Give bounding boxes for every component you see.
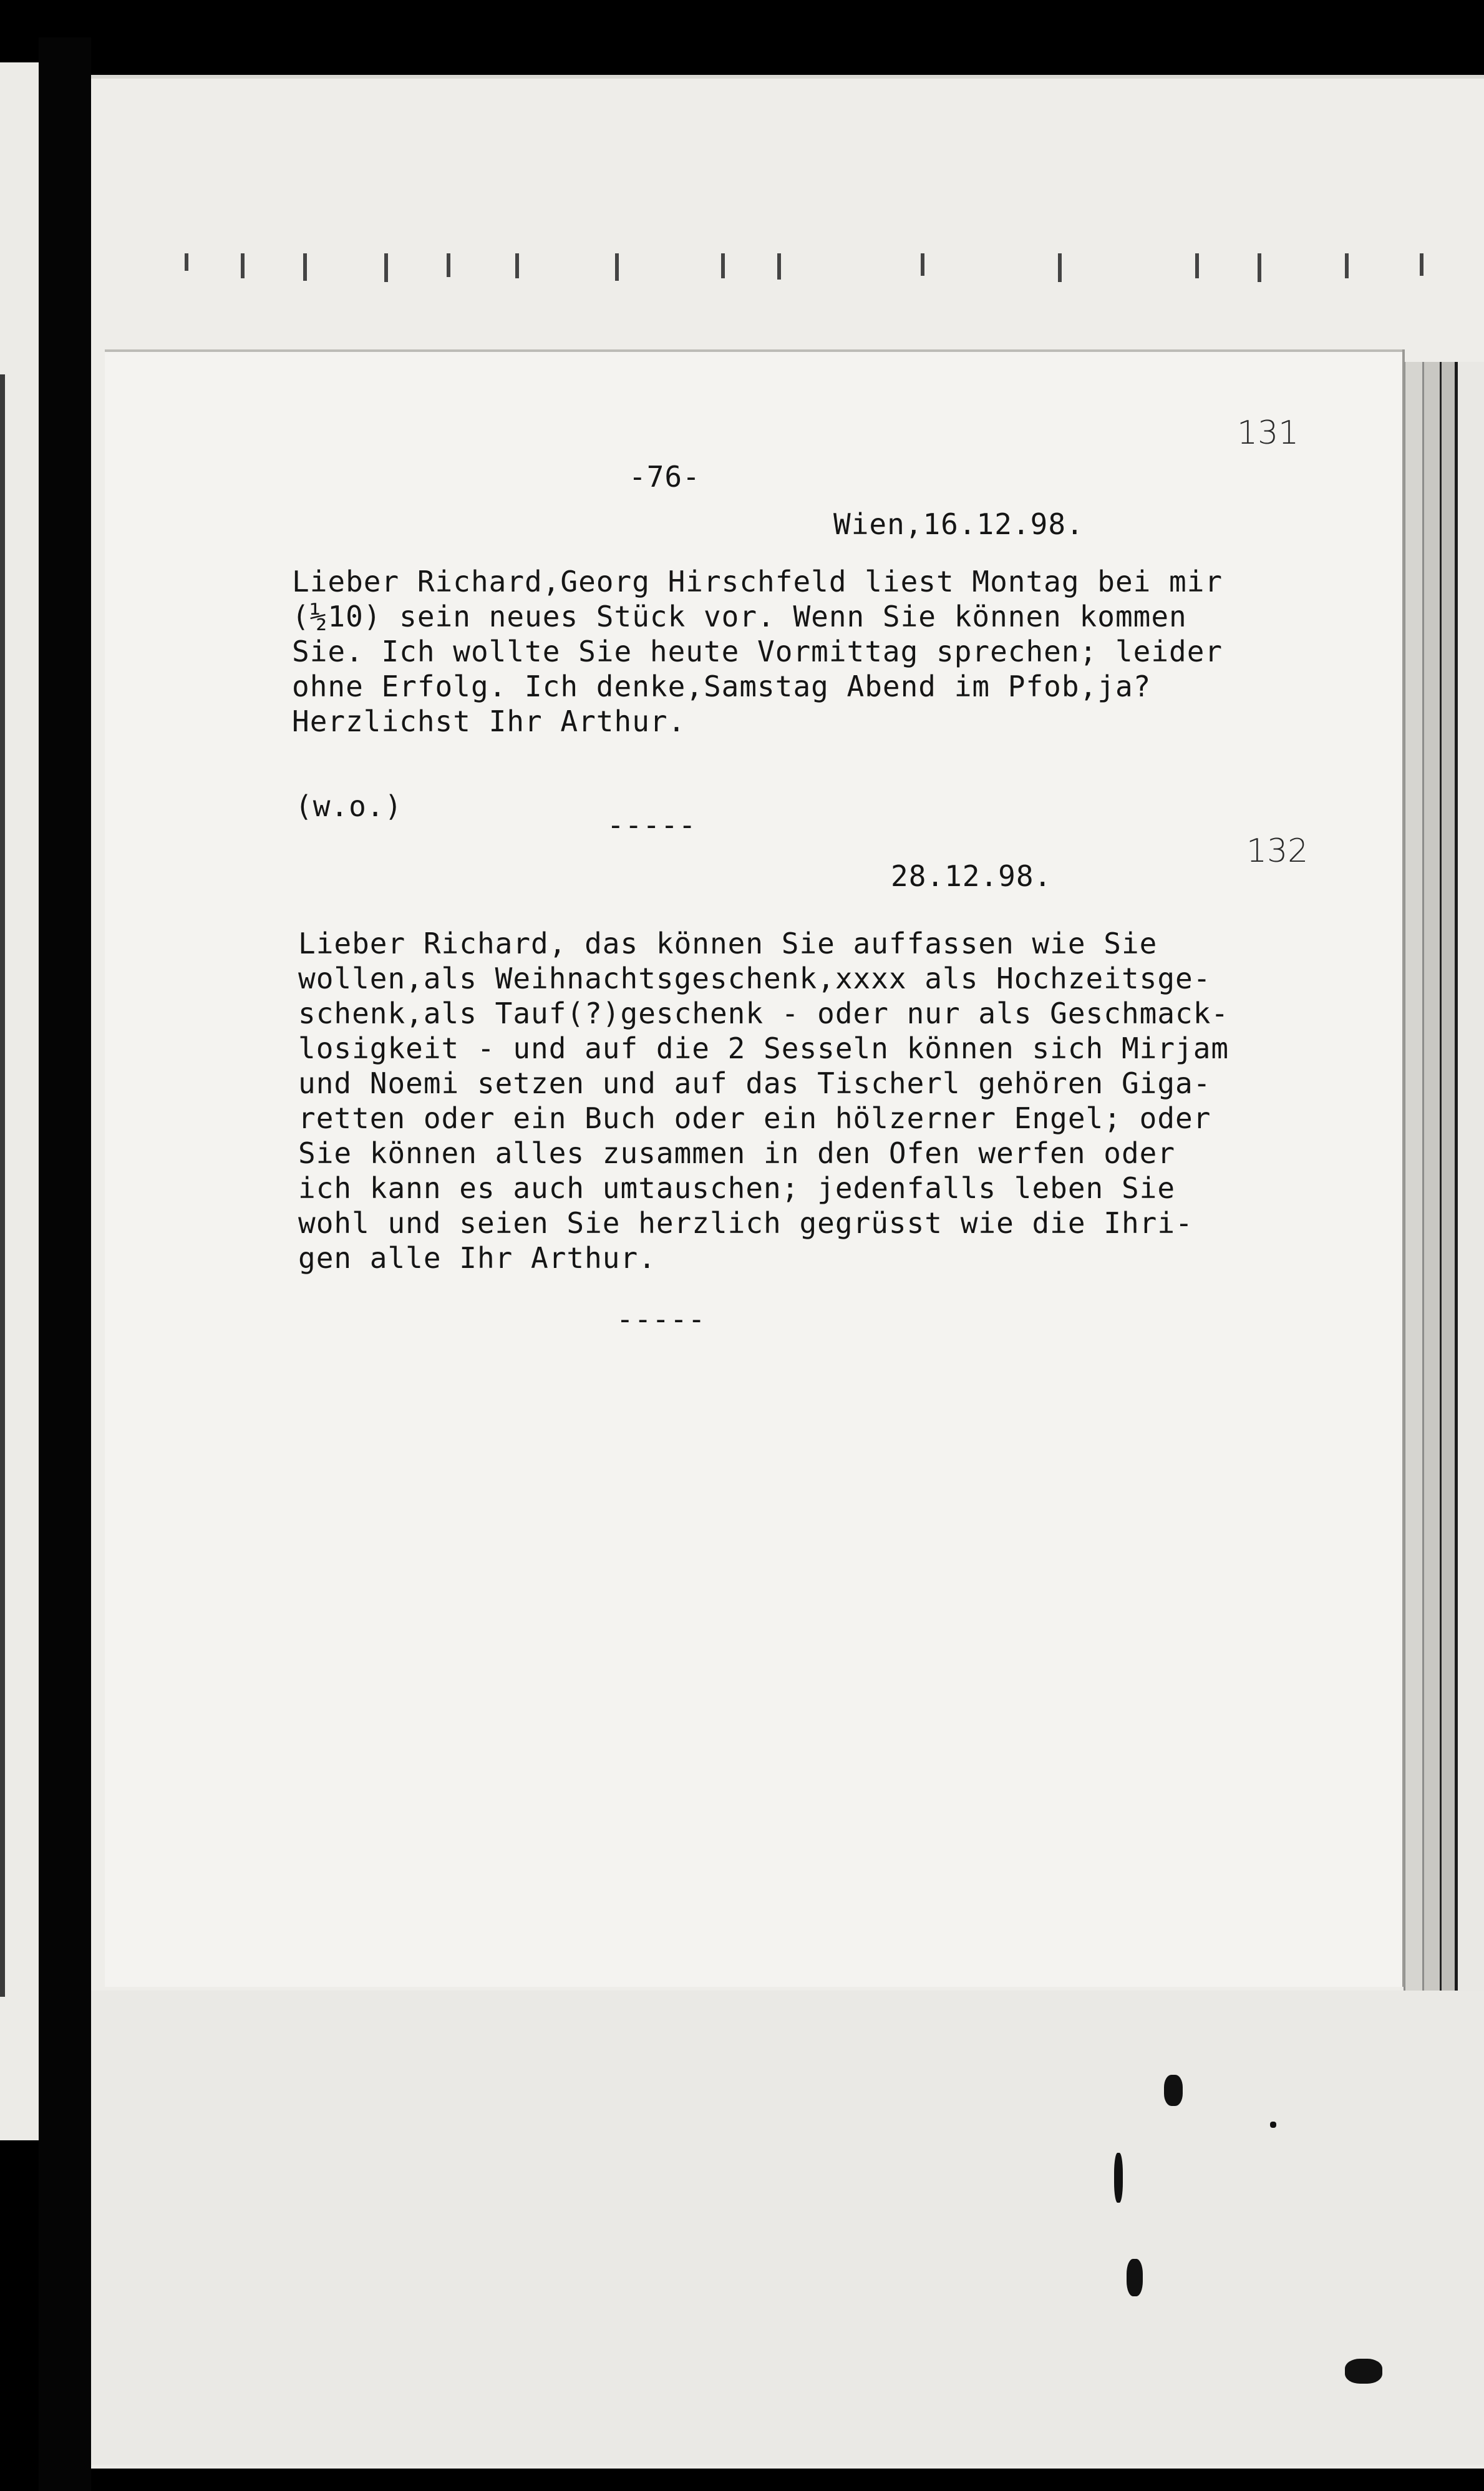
letter1-line: Herzlichst Ihr Arthur. (292, 704, 686, 738)
letter2-line: Sie können alles zusammen in den Ofen werfen oder (298, 1136, 1176, 1170)
letter2-line: retten oder ein Buch oder ein hölzerner Engel; oder (298, 1101, 1211, 1135)
page-edge (1422, 362, 1442, 1997)
letter1-line: Lieber Richard,Georg Hirschfeld liest Montag bei mir (292, 565, 1223, 598)
typewritten-page (105, 349, 1402, 1987)
left-page-edge (0, 62, 39, 2140)
folio-number-132: 132 (1246, 832, 1309, 870)
letter1-note: (w.o.) (295, 789, 403, 823)
letter2-line: wohl und seien Sie herzlich gegrüsst wie die Ihri- (298, 1206, 1193, 1240)
page-number: -76- (629, 460, 701, 494)
folio-number-131: 131 (1237, 414, 1299, 452)
back-page-typewriter-marks (185, 172, 1432, 285)
letter2-line: wollen,als Weihnachtsgeschenk,xxxx als Hochzeitsge- (298, 962, 1211, 995)
letter2-line: schenk,als Tauf(?)geschenk - oder nur als Geschmack- (298, 997, 1229, 1030)
letter1-line: (½10) sein neues Stück vor. Wenn Sie können kommen (292, 600, 1187, 633)
letter2-line: ich kann es auch umtauschen; jedenfalls leben Sie (298, 1171, 1176, 1205)
letter1-dateline: Wien,16.12.98. (833, 507, 1084, 541)
letter2-line: losigkeit - und auf die 2 Sesseln können sich Mirjam (298, 1031, 1229, 1065)
separator: ----- (616, 1302, 706, 1336)
letter2-line: gen alle Ihr Arthur. (298, 1241, 656, 1275)
page-edge (1455, 362, 1484, 1997)
letter1-line: ohne Erfolg. Ich denke,Samstag Abend im Pfob,ja? (292, 670, 1152, 703)
binding-shadow (39, 37, 91, 2491)
letter2-line: Lieber Richard, das können Sie auffassen wie Sie (298, 927, 1158, 960)
letter1-line: Sie. Ich wollte Sie heute Vormittag sprechen; leider (292, 635, 1223, 668)
page-edge (1404, 362, 1424, 1997)
letter2-dateline: 28.12.98. (891, 859, 1052, 893)
back-page-bottom (91, 1991, 1484, 2465)
separator: ----- (607, 808, 697, 842)
page-edge (1440, 362, 1457, 1997)
letter2-line: und Noemi setzen und auf das Tischerl gehören Giga- (298, 1066, 1211, 1100)
